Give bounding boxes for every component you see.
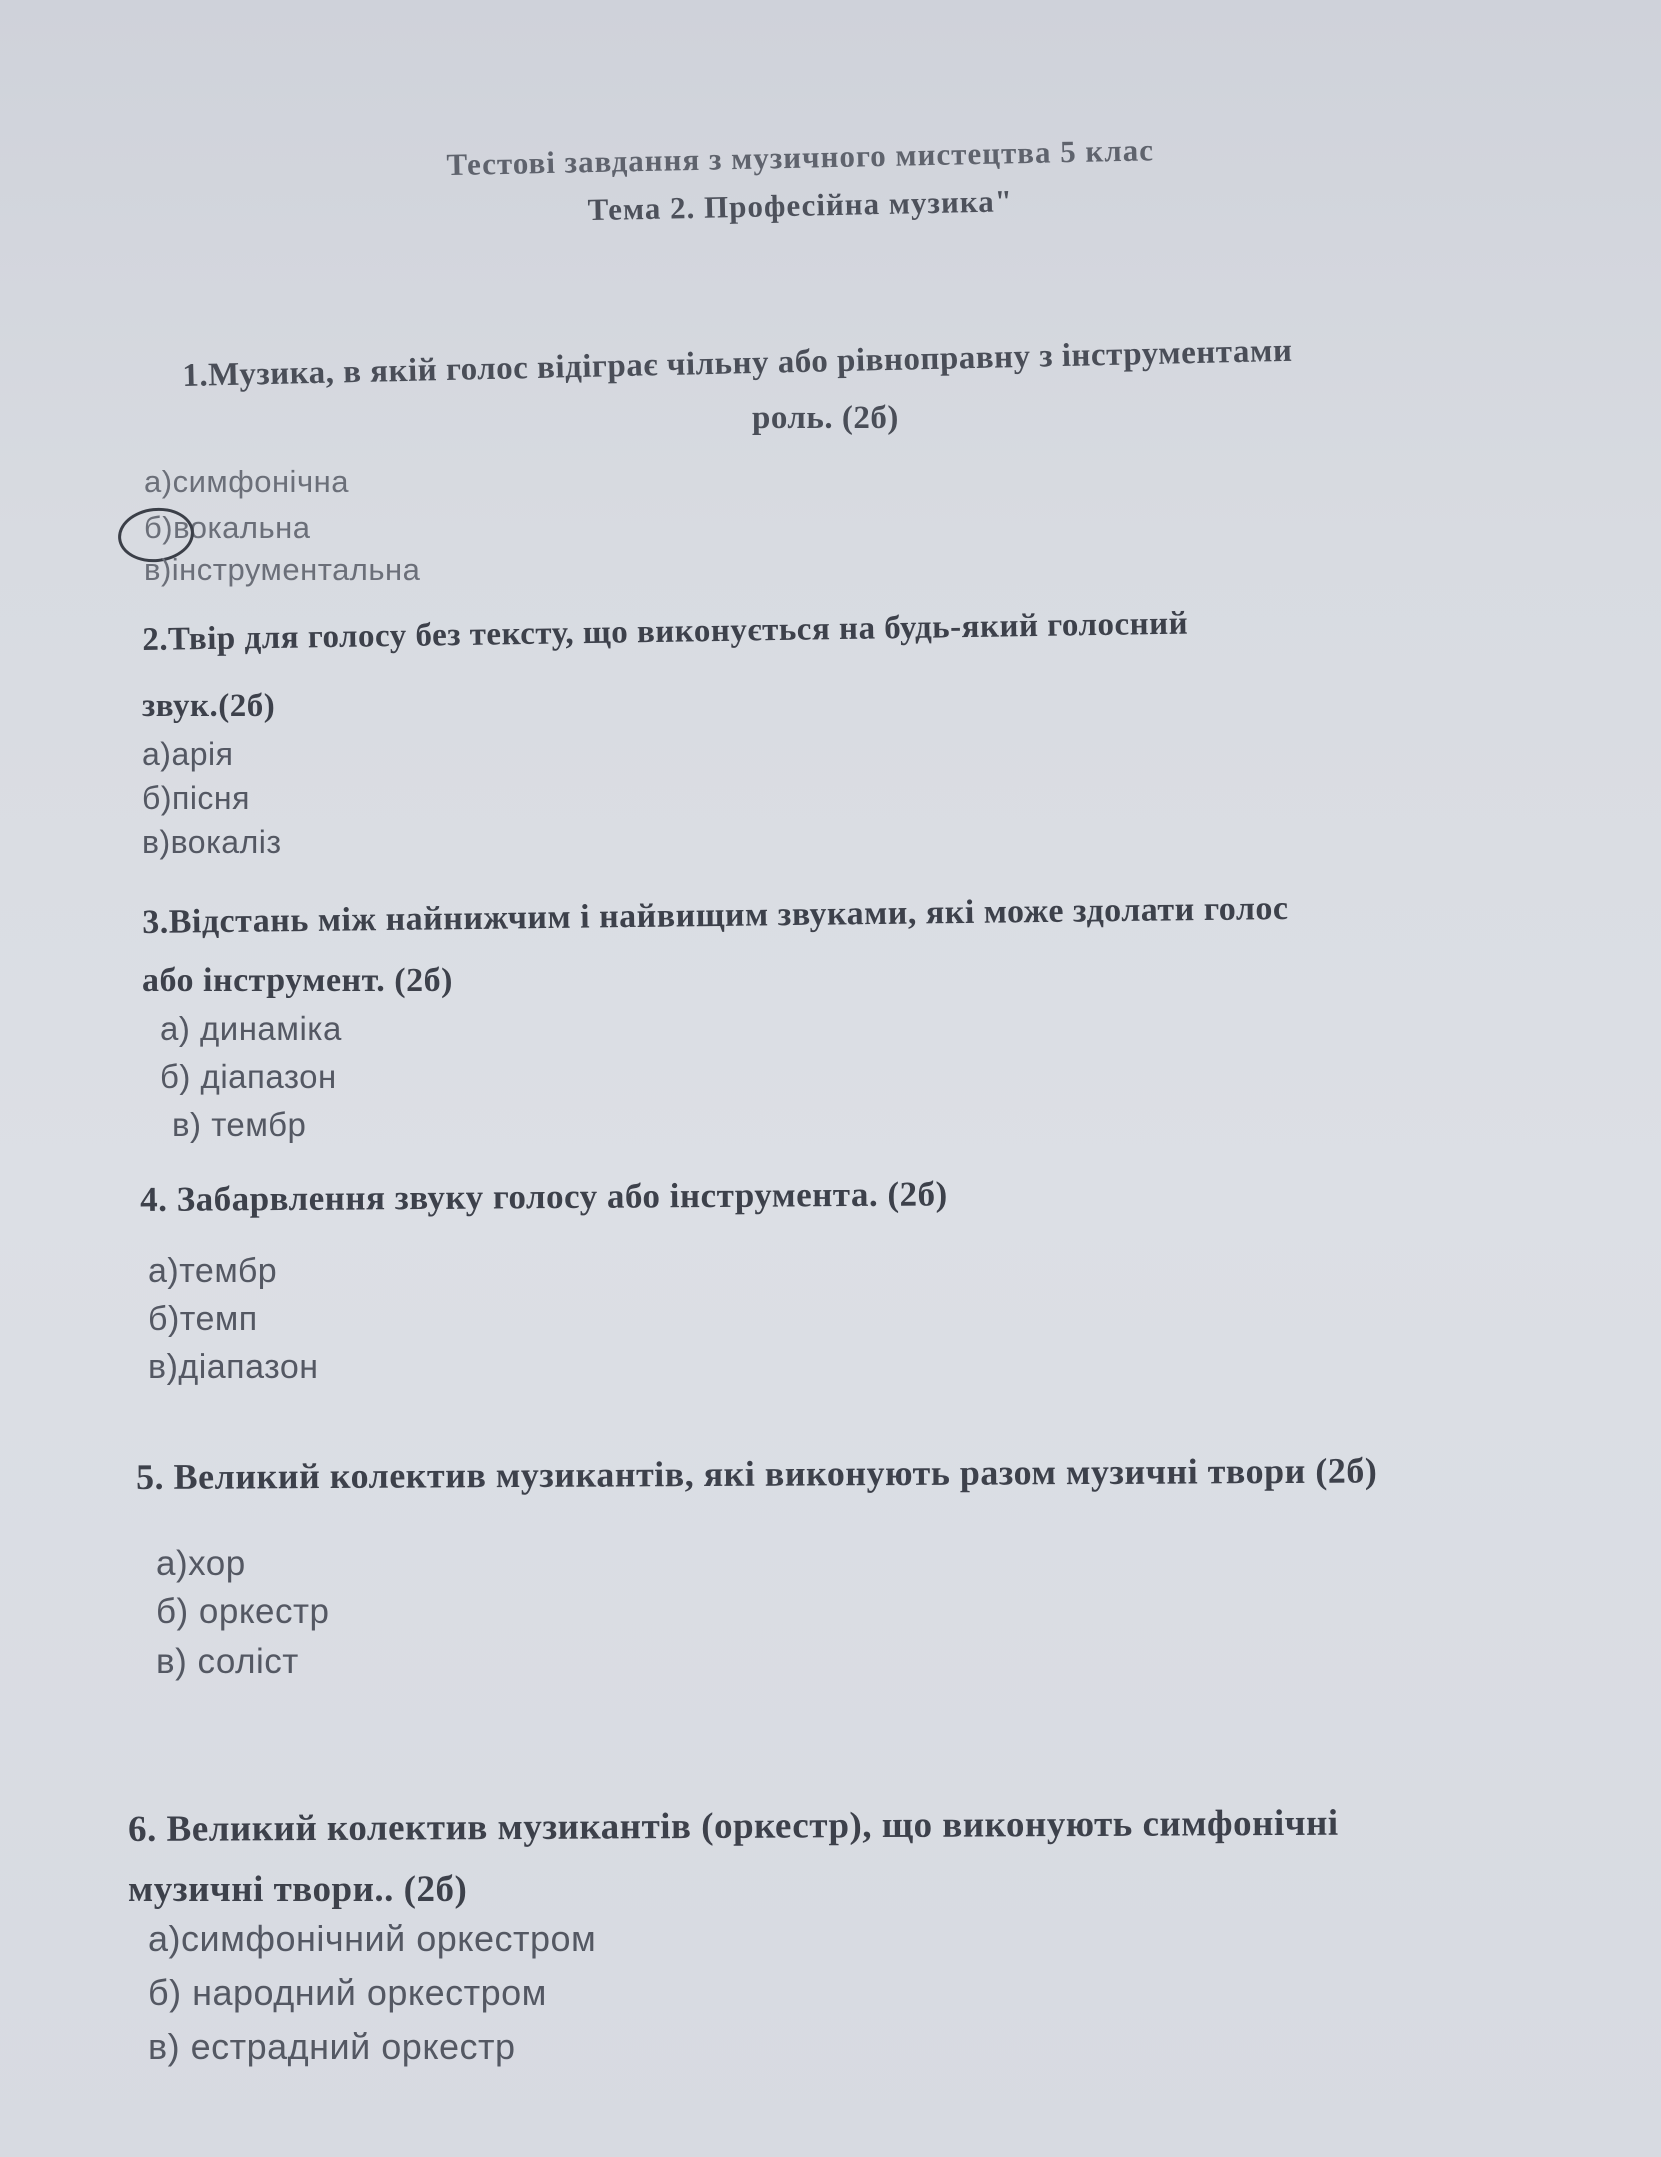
question-5-text-line-1: 5. Великий колектив музикантів, які виконують разом музичні твори (2б) bbox=[136, 1450, 1378, 1497]
question-5-option-b: б) оркестр bbox=[156, 1592, 330, 1631]
question-2-option-b: б)пісня bbox=[142, 780, 250, 816]
document-title-line-2: Тема 2. Професійна музика" bbox=[587, 183, 1014, 228]
question-3-option-a: а) динаміка bbox=[160, 1010, 342, 1047]
question-1-option-a: а)симфонічна bbox=[144, 464, 349, 499]
question-3-text-line-1: 3.Відстань між найнижчим і найвищим звуками, які може здолати голос bbox=[142, 889, 1289, 941]
question-4-option-c: в)діапазон bbox=[148, 1348, 319, 1386]
question-1-text-line-2: роль. (2б) bbox=[752, 400, 899, 436]
question-4-option-a: а)тембр bbox=[148, 1252, 278, 1290]
question-2-option-c: в)вокаліз bbox=[142, 824, 282, 860]
question-5-option-c: в) соліст bbox=[156, 1642, 299, 1681]
question-1-text-line-1: 1.Музика, в якій голос відіграє чільну або рівноправну з інструментами bbox=[182, 332, 1293, 394]
question-2-text-line-1: 2.Твір для голосу без тексту, що виконується на будь-який голосний bbox=[142, 605, 1189, 658]
question-6-option-b: б) народний оркестром bbox=[148, 1972, 547, 2013]
question-6-option-c: в) естрадний оркестр bbox=[148, 2026, 516, 2067]
question-3-option-b: б) діапазон bbox=[160, 1058, 337, 1095]
question-1-option-b: б)вокальна bbox=[144, 510, 311, 545]
question-3-option-c: в) тембр bbox=[172, 1106, 307, 1143]
question-6-text-line-2: музичні твори.. (2б) bbox=[128, 1869, 468, 1910]
question-6-option-a: а)симфонічний оркестром bbox=[148, 1918, 597, 1959]
question-3-text-line-2: або інструмент. (2б) bbox=[142, 962, 453, 999]
question-1-option-c: в)інструментальна bbox=[144, 552, 421, 587]
document-title-line-1: Тестові завдання з музичного мистецтва 5 клас bbox=[446, 132, 1155, 183]
question-6-text-line-1: 6. Великий колектив музикантів (оркестр), що виконують симфонічні bbox=[128, 1802, 1339, 1850]
question-5-option-a: а)хор bbox=[156, 1544, 246, 1583]
question-4-text-line-1: 4. Забарвлення звуку голосу або інструмента. (2б) bbox=[140, 1174, 948, 1219]
question-2-text-line-2: звук.(2б) bbox=[142, 688, 276, 724]
question-4-option-b: б)темп bbox=[148, 1300, 258, 1338]
question-2-option-a: а)арія bbox=[142, 736, 234, 772]
